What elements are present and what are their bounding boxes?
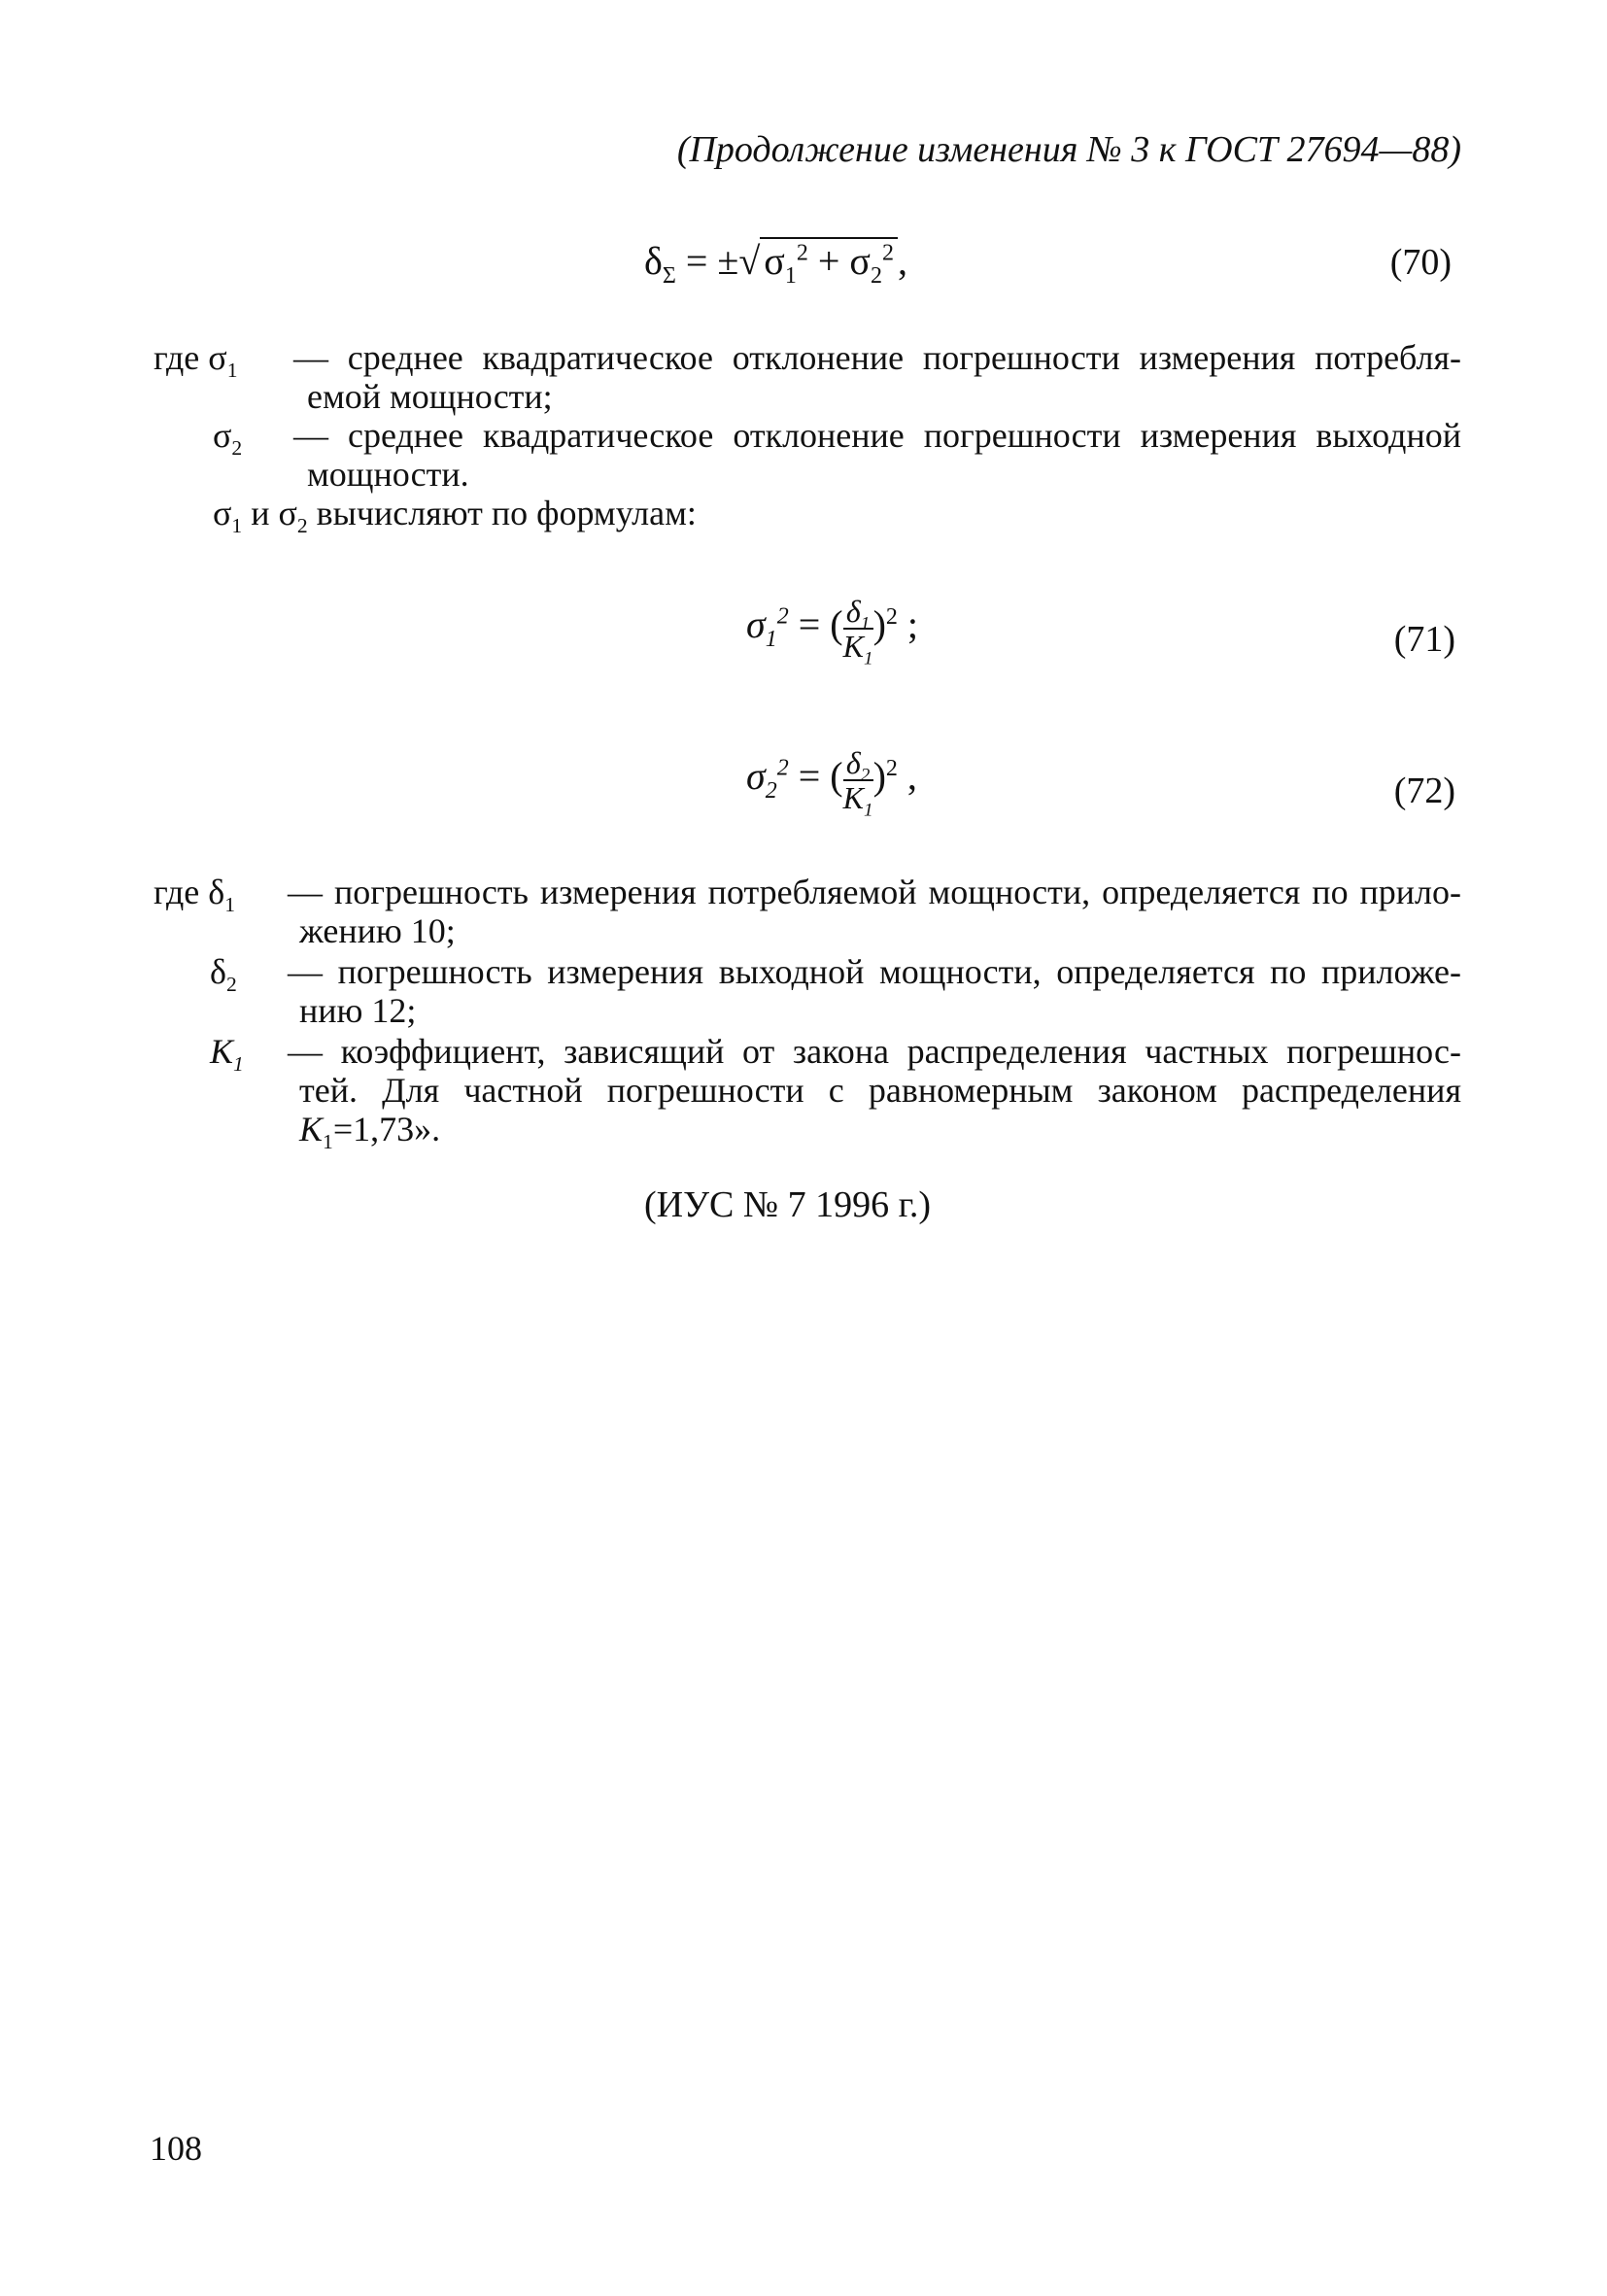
def4-line1: — погрешность измерения выходной мощности, определяется по приложе- bbox=[288, 952, 1461, 991]
eq71-fraction: $\frac{\delta_1}{K_1}$ bbox=[842, 594, 873, 669]
equation-number-72: (72) bbox=[1393, 771, 1455, 811]
eq70-radicand: $\sigma_1^2 + \sigma_2^2$ bbox=[760, 237, 898, 283]
def3-lead: где $\delta_1$ bbox=[154, 873, 236, 917]
eq72-lhs: $\sigma_2^2$ bbox=[746, 754, 789, 805]
def2-line2: мощности. bbox=[307, 455, 469, 494]
def4-symbol: $\delta_2$ bbox=[210, 952, 237, 997]
page-number: 108 bbox=[150, 2129, 202, 2168]
def1-lead: где $\sigma_1$ bbox=[154, 338, 238, 383]
equation-72: $\sigma_2^2$ = ( $\frac{\delta_2}{K_1}$ )$^2$ , bbox=[746, 745, 917, 821]
equation-number-70: (70) bbox=[1389, 242, 1452, 283]
definition-delta2 bbox=[154, 952, 1461, 1030]
eq71-lhs: $\sigma_1^2$ bbox=[746, 602, 789, 653]
def5-line3: $K_1=1,73$». bbox=[299, 1110, 441, 1154]
sqrt-symbol: √ bbox=[738, 239, 761, 283]
page-header: (Продолжение изменения № 3 к ГОСТ 27694—88) bbox=[676, 129, 1461, 170]
def5-line1: — коэффициент, зависящий от закона распределения частных погрешнос- bbox=[288, 1032, 1461, 1071]
equation-71: $\sigma_1^2$ = ( $\frac{\delta_1}{K_1}$ )$^2$ ; bbox=[746, 594, 919, 669]
definition-k1 bbox=[154, 1032, 1461, 1154]
amendment-reference: (ИУС № 7 1996 г.) bbox=[644, 1184, 932, 1225]
def2-symbol: $\sigma_2$ bbox=[213, 416, 243, 461]
equation-70: $\delta_\Sigma$ = ±√ $\sigma_1^2 + \sigma_2^2$ , bbox=[644, 239, 907, 289]
calc-intro: $\sigma_1$ и $\sigma_2$ вычисляют по формулам: bbox=[213, 494, 697, 538]
definition-sigma2 bbox=[154, 416, 1461, 494]
def4-line2: нию 12; bbox=[299, 991, 417, 1030]
equation-number-71: (71) bbox=[1393, 619, 1455, 660]
definition-delta1 bbox=[154, 873, 1461, 950]
def3-line2: жению 10; bbox=[299, 911, 456, 950]
definition-sigma1 bbox=[154, 338, 1461, 416]
def1-line1: — среднее квадратическое отклонение погрешности измерения потребля- bbox=[293, 338, 1461, 377]
eq72-fraction: $\frac{\delta_2}{K_1}$ bbox=[842, 745, 873, 821]
def1-line2: емой мощности; bbox=[307, 377, 553, 416]
def5-symbol: $K_1$ bbox=[210, 1032, 244, 1077]
eq70-rhs-prefix: = ± bbox=[685, 239, 739, 283]
eq70-lhs: $\delta_\Sigma$ bbox=[644, 239, 676, 289]
def5-line2: тей. Для частной погрешности с равномерным законом распределения bbox=[299, 1071, 1461, 1110]
def2-line1: — среднее квадратическое отклонение погрешности измерения выходной bbox=[293, 416, 1461, 455]
def3-line1: — погрешность измерения потребляемой мощности, определяется по прило- bbox=[288, 873, 1461, 911]
